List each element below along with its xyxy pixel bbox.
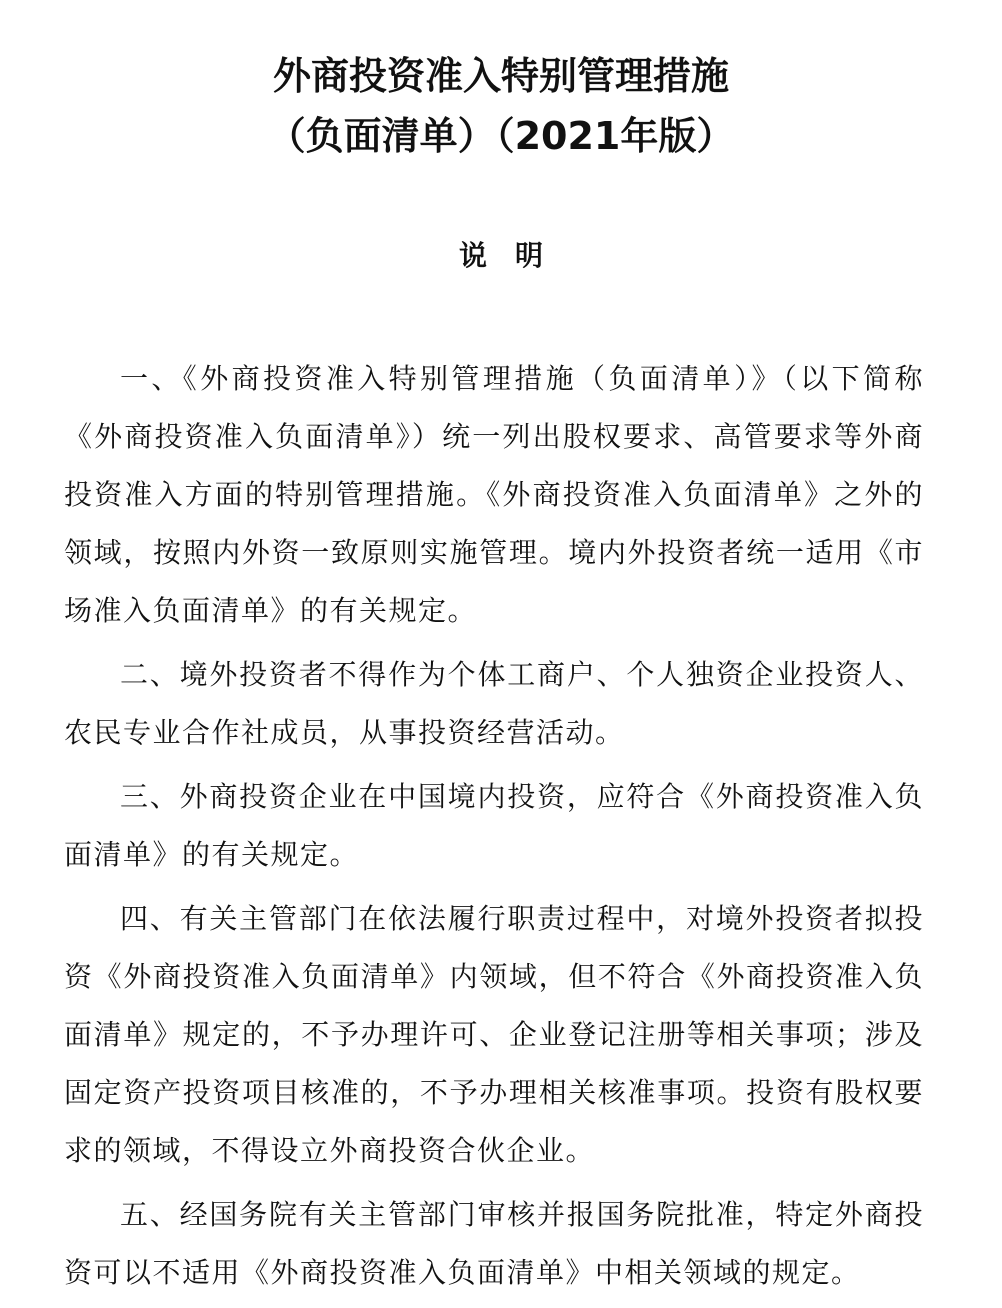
paragraph-5: 五、经国务院有关主管部门审核并报国务院批准，特定外商投资可以不适用《外商投资准入负面清单》中相关领域的规定。 xyxy=(64,1198,924,1289)
section-heading: 说明 xyxy=(458,239,571,272)
paragraph-4: 四、有关主管部门在依法履行职责过程中，对境外投资者拟投资《外商投资准入负面清单》内领域，但不符合《外商投资准入负面清单》规定的，不予办理许可、企业登记注册等相关事项；涉及固定资产投资项目核准的，不予办理相关核准事项。投资有股权要求的领域，不得设立外商投资合伙企业。 xyxy=(64,902,924,1167)
paragraph-2: 二、境外投资者不得作为个体工商户、个人独资企业投资人、农民专业合作社成员，从事投资经营活动。 xyxy=(64,658,924,749)
document-body xyxy=(64,350,924,1308)
document-title-line-2: （负面清单）（2021年版） xyxy=(267,114,735,158)
paragraph-3: 三、外商投资企业在中国境内投资，应符合《外商投资准入负面清单》的有关规定。 xyxy=(64,780,924,871)
document-title-line-1: 外商投资准入特别管理措施 xyxy=(272,54,729,98)
paragraph-1: 一、《外商投资准入特别管理措施（负面清单）》（以下简称《外商投资准入负面清单》）统一列出股权要求、高管要求等外商投资准入方面的特别管理措施。《外商投资准入负面清单》之外的领域，按照内外资一致原则实施管理。境内外投资者统一适用《市场准入负面清单》的有关规定。 xyxy=(64,362,924,627)
